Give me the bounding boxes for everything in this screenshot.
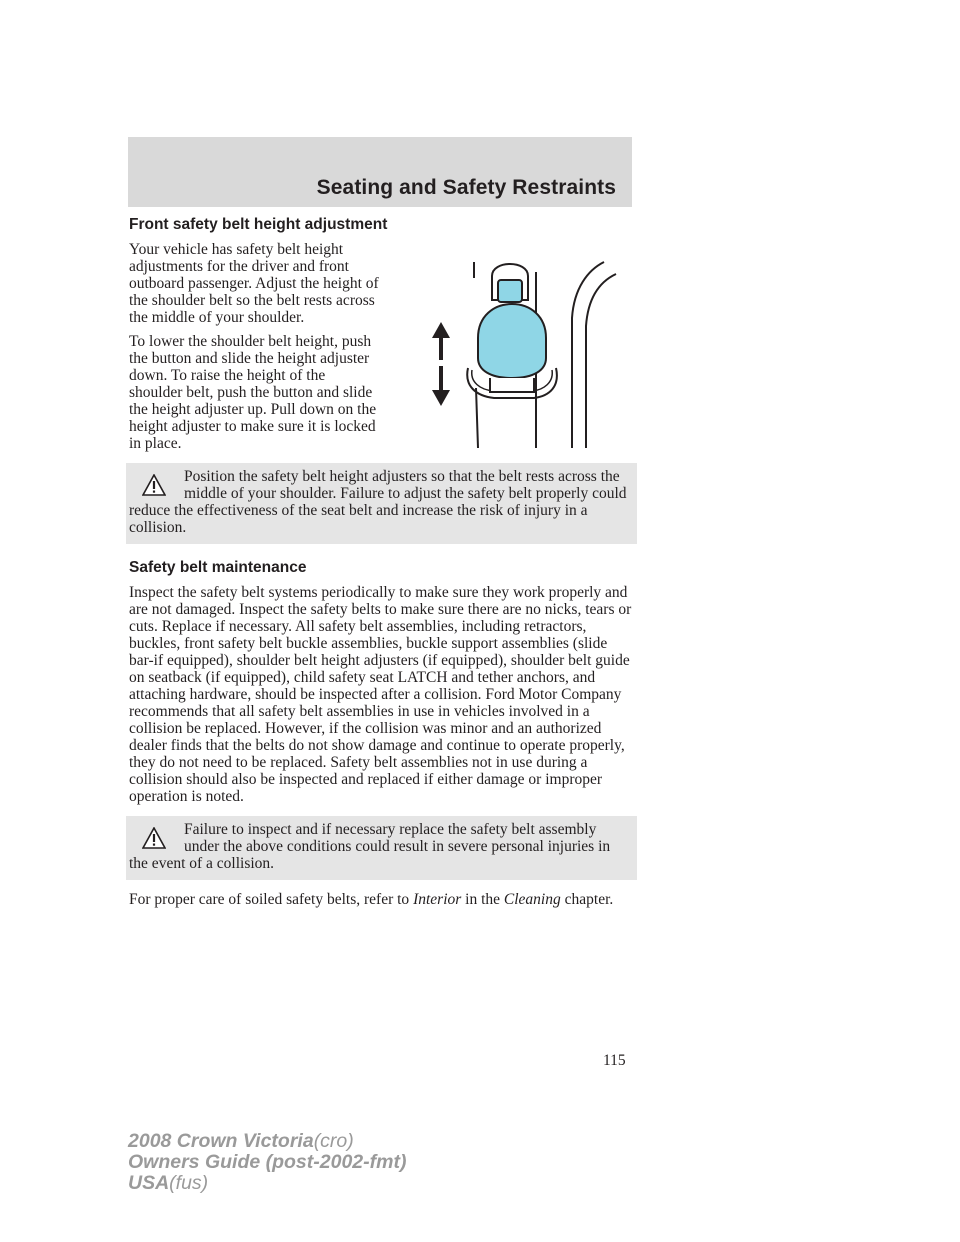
warning-triangle-icon xyxy=(142,827,166,849)
warning-box-maintenance xyxy=(126,816,637,880)
footer-market-code: (fus) xyxy=(169,1172,209,1194)
door-frame-inner-line xyxy=(586,274,616,448)
document-footer xyxy=(128,1131,406,1194)
reference-cleaning: Cleaning xyxy=(503,891,561,908)
warning-box-height xyxy=(126,463,637,544)
height-adjustment-intro: Your vehicle has safety belt height adjustments for the driver and front outboard passenger. Adjust the height of the shoulder belt so the belt rests across the middle of your shoulder. xyxy=(129,241,379,326)
chapter-title: Seating and Safety Restraints xyxy=(316,176,616,199)
warning-text-height: Position the safety belt height adjusters so that the belt rests across the middle of your shoulder. Failure to adjust the safety belt properly could reduce the effectiveness of the seat belt and increase the risk of injury in a collision. xyxy=(129,468,627,536)
belt-height-adjuster-illustration xyxy=(394,258,634,463)
maintenance-paragraph: Inspect the safety belt systems periodically to make sure they work properly and are not damaged. Inspect the safety belts to make sure there are no nicks, tears or cuts. Replace if necessary. All safety belt assemblies, including retractors, buckles, front safety belt buckle assemblies, buckle support assemblies (slide bar-if equipped), shoulder belt height adjusters (if equipped), shoulder belt guide on seatback (if equipped), child safety seat LATCH and tether anchors, and attaching hardware, should be inspected after a collision. Ford Motor Company recommends that all safety belt assemblies in use in vehicles involved in a collision be replaced. However, if the collision was minor and an authorized dealer finds that the belts do not show damage and continue to operate properly, they do not need to be replaced. Safety belt assemblies not in use during a collision should also be inspected and replaced if either damage or improper operation is noted. xyxy=(129,584,632,805)
reference-interior: Interior xyxy=(413,891,462,908)
door-frame-outer-line xyxy=(572,262,604,448)
care-suffix: chapter. xyxy=(564,891,614,908)
page-number: 115 xyxy=(603,1052,626,1069)
up-down-arrow-icon xyxy=(432,322,450,406)
care-prefix: For proper care of soiled safety belts, refer to xyxy=(129,891,410,908)
care-mid: in the xyxy=(465,891,501,908)
warning-text-maintenance: Failure to inspect and if necessary replace the safety belt assembly under the above conditions could result in severe personal injuries in the event of a collision. xyxy=(129,821,611,872)
height-adjustment-instructions: To lower the shoulder belt height, push the button and slide the height adjuster down. To raise the height of the shoulder belt, push the button and slide the height adjuster up. Pull down on the height adjuster to make sure it is locked in place. xyxy=(129,333,377,452)
section-heading-maintenance: Safety belt maintenance xyxy=(129,559,307,576)
chapter-header xyxy=(128,137,632,207)
footer-market: USA xyxy=(128,1172,170,1194)
page-content xyxy=(129,214,634,908)
care-reference xyxy=(129,891,634,908)
footer-vehicle: 2008 Crown Victoria xyxy=(128,1130,314,1152)
warning-triangle-icon xyxy=(142,474,166,496)
footer-vehicle-code: (cro) xyxy=(313,1130,354,1152)
section-heading-height-adjustment: Front safety belt height adjustment xyxy=(129,216,388,233)
footer-guide: Owners Guide (post-2002-fmt) xyxy=(128,1151,407,1173)
belt-adjuster-icon xyxy=(467,264,557,398)
